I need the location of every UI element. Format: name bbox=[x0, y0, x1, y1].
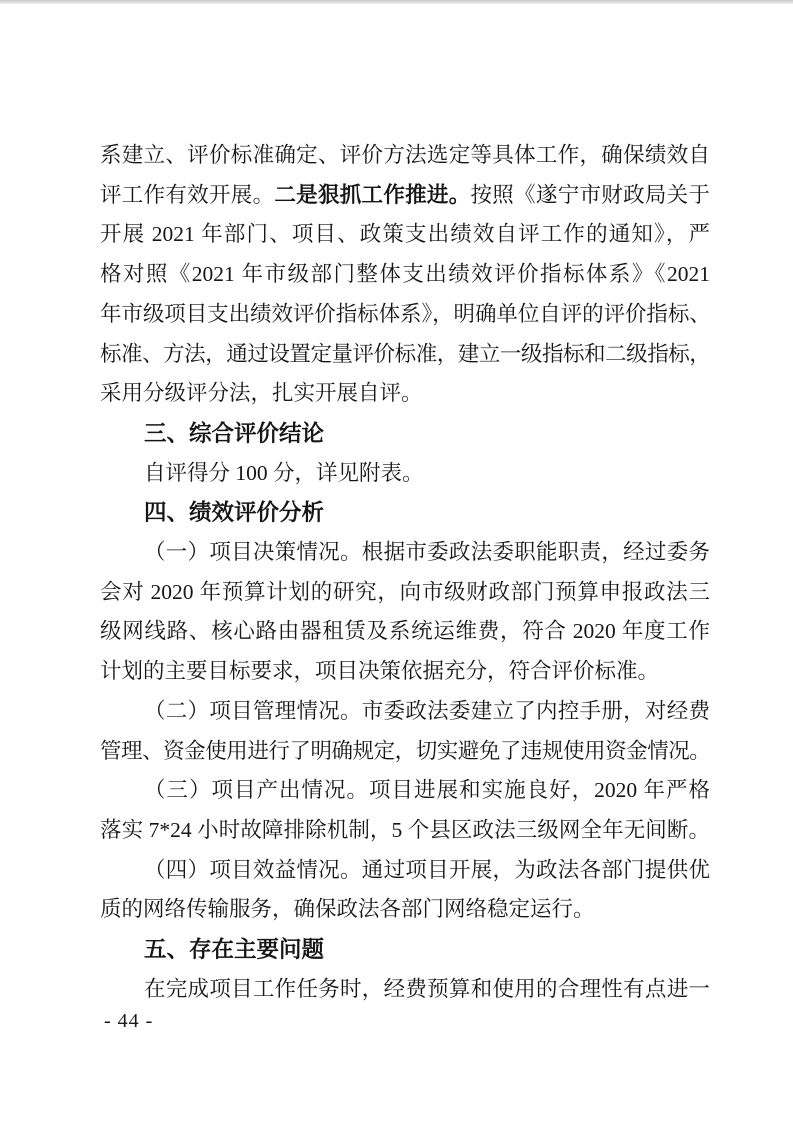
body-line: 在完成项目工作任务时，经费预算和使用的合理性有点进一 bbox=[144, 976, 710, 1001]
body-line: 计划的主要目标要求，项目决策依据充分，符合评价标准。 bbox=[100, 659, 660, 684]
bold-emphasis: 二是狠抓工作推进。 bbox=[274, 182, 471, 207]
section-heading-4: 四、绩效评价分析 bbox=[144, 500, 325, 526]
body-line: 落实 7*24 小时故障排除机制，5 个县区政法三级网全年无间断。 bbox=[100, 817, 710, 842]
body-line: 年市级项目支出绩效评价指标体系》，明确单位自评的评价指标、 bbox=[100, 301, 710, 326]
body-text: 评工作有效开展。 bbox=[100, 182, 275, 207]
section-heading-3: 三、综合评价结论 bbox=[144, 420, 325, 446]
body-text: 按照《遂宁市财政局关于 bbox=[470, 182, 710, 207]
text-block bbox=[100, 136, 710, 1009]
body-line: 会对 2020 年预算计划的研究，向市级财政部门预算申报政法三 bbox=[100, 579, 710, 604]
body-line: 管理、资金使用进行了明确规定，切实避免了违规使用资金情况。 bbox=[100, 738, 710, 763]
body-line bbox=[100, 176, 710, 216]
body-line: 自评得分 100 分，详见附表。 bbox=[144, 460, 424, 485]
body-line: （四）项目效益情况。通过项目开展，为政法各部门提供优 bbox=[144, 857, 710, 882]
body-line: （二）项目管理情况。市委政法委建立了内控手册，对经费 bbox=[144, 698, 710, 723]
body-line: 标准、方法，通过设置定量评价标准，建立一级指标和二级指标， bbox=[100, 341, 710, 366]
body-line: （三）项目产出情况。项目进展和实施良好，2020 年严格 bbox=[144, 778, 710, 803]
body-line: 级网线路、核心路由器租赁及系统运维费，符合 2020 年度工作 bbox=[100, 619, 710, 644]
page-number: - 44 - bbox=[104, 1010, 154, 1032]
body-line: 质的网络传输服务，确保政法各部门网络稳定运行。 bbox=[100, 897, 595, 922]
body-line: 系建立、评价标准确定、评价方法选定等具体工作，确保绩效自 bbox=[100, 143, 710, 167]
body-line: 采用分级评分法，扎实开展自评。 bbox=[100, 381, 423, 406]
body-line: （一）项目决策情况。根据市委政法委职能职责，经过委务 bbox=[144, 540, 710, 565]
section-heading-5: 五、存在主要问题 bbox=[144, 937, 325, 963]
body-line: 开展 2021 年部门、项目、政策支出绩效自评工作的通知》，严 bbox=[100, 222, 710, 247]
scan-top-edge bbox=[0, 0, 793, 4]
body-line: 格对照《2021 年市级部门整体支出绩效评价指标体系》《2021 bbox=[100, 262, 710, 287]
